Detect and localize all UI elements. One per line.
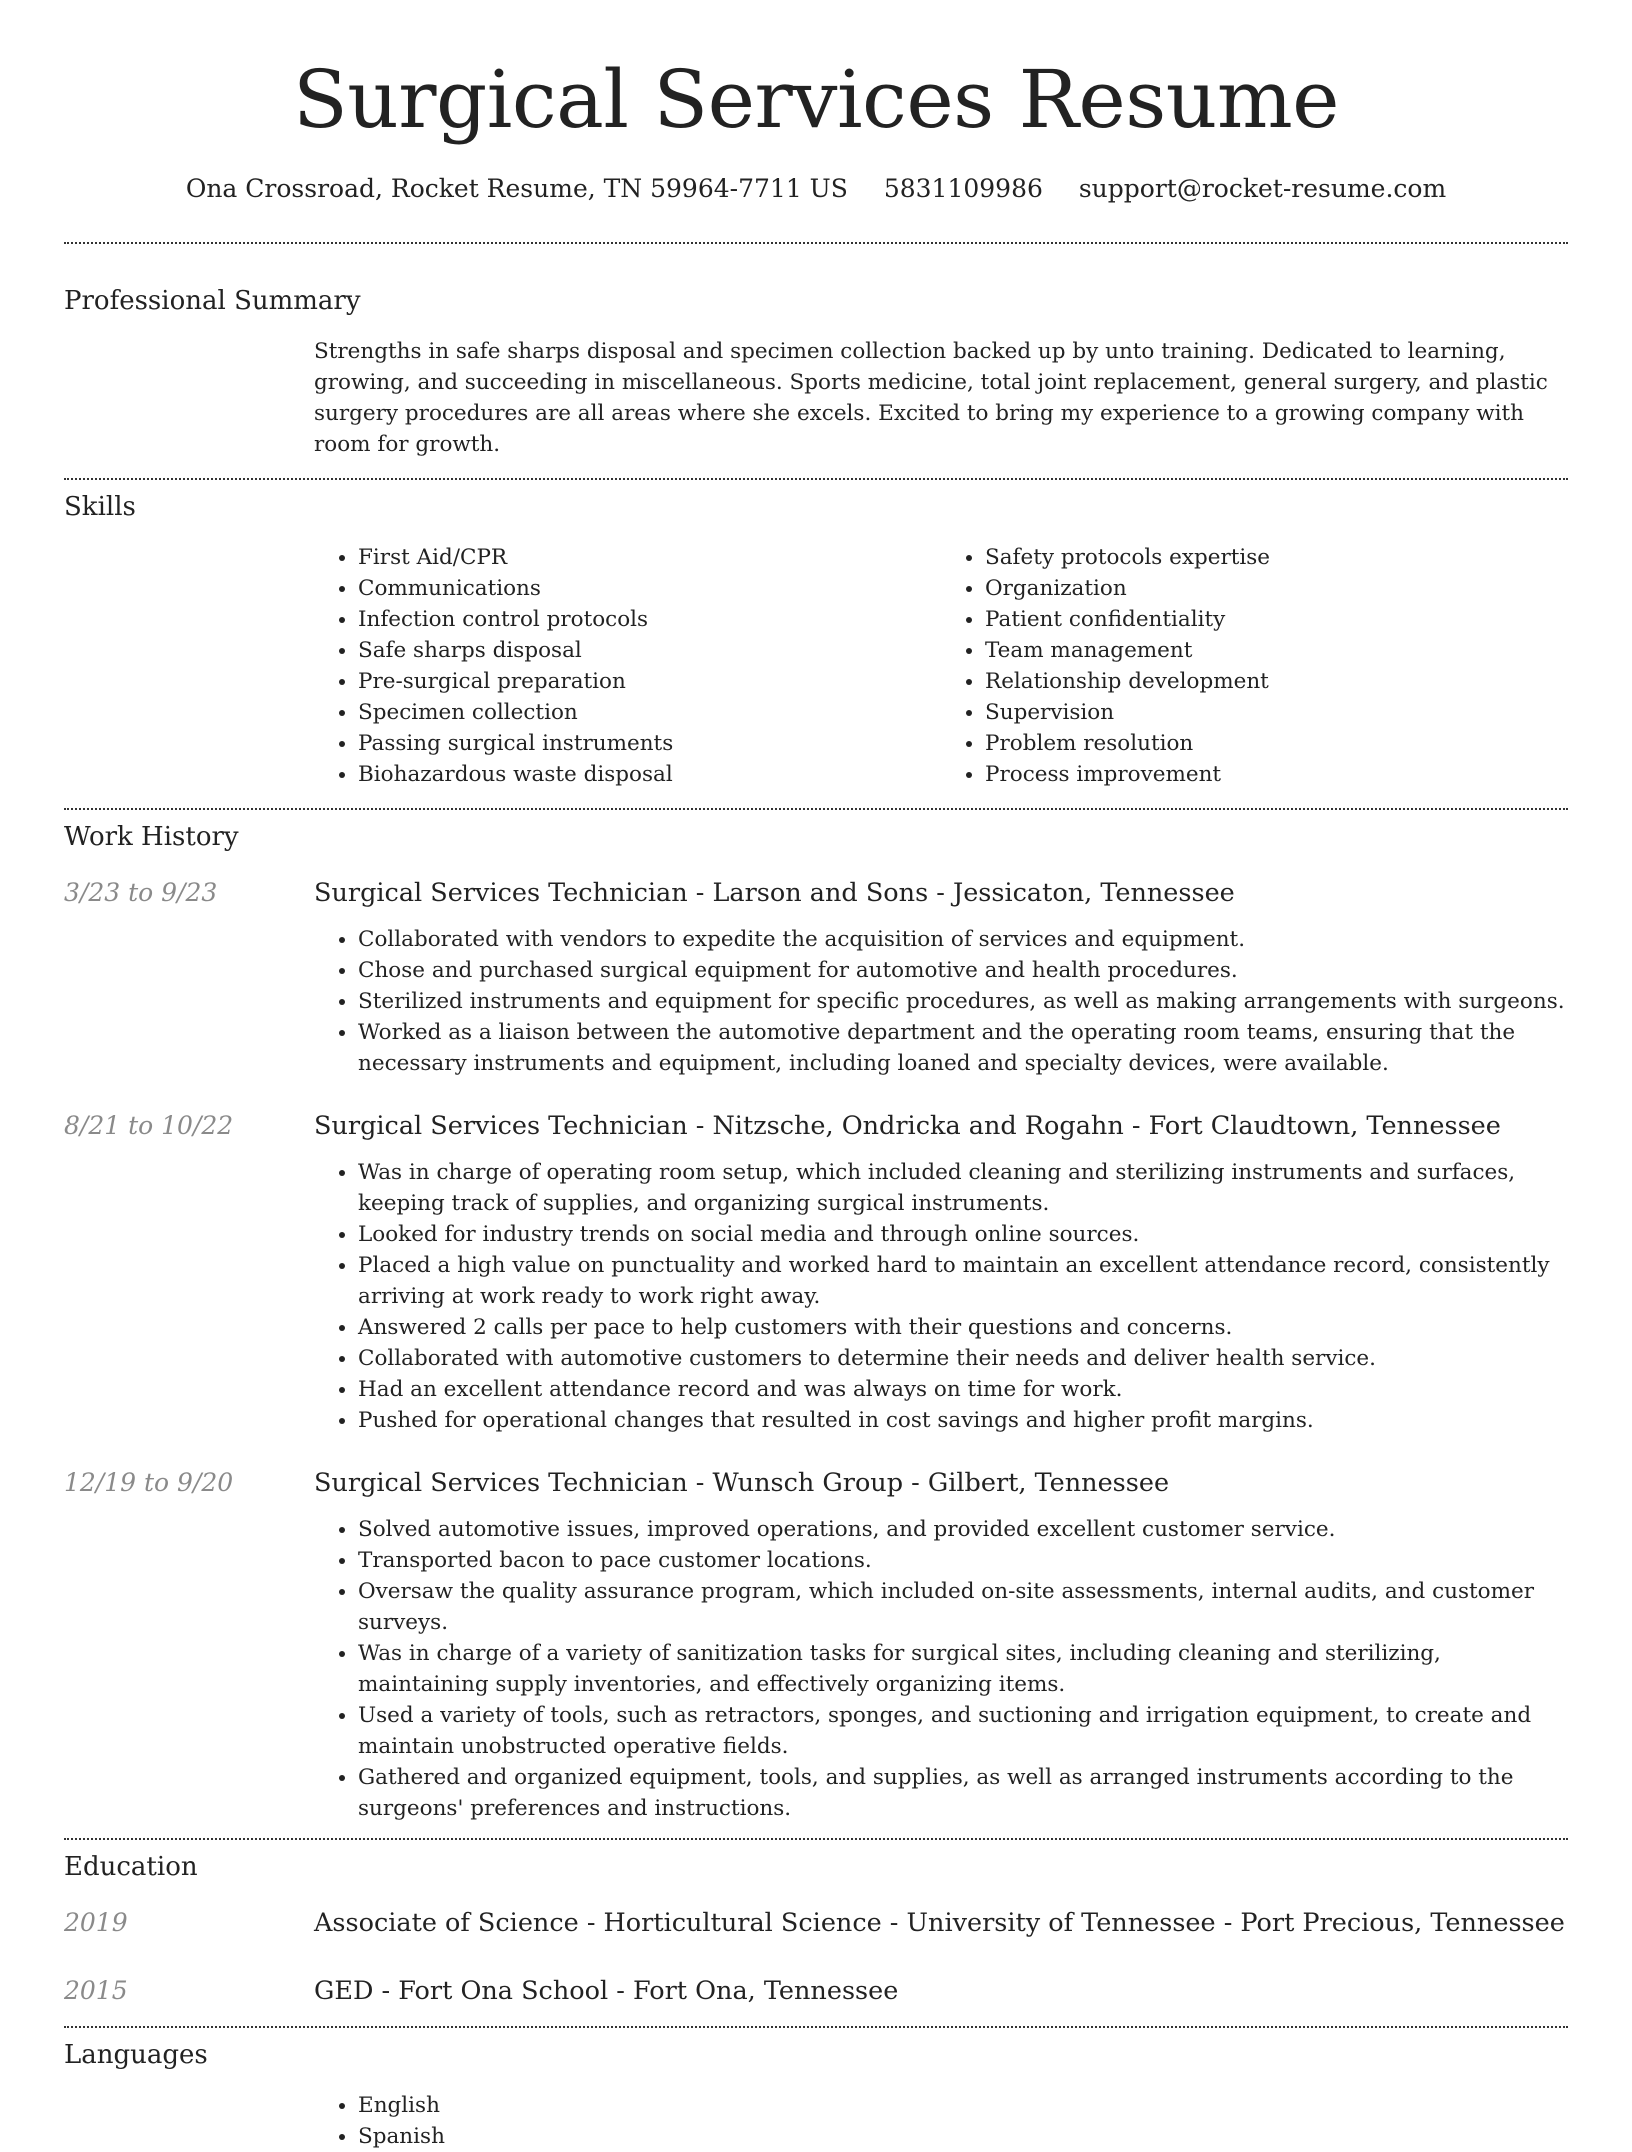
skill-item: • Communications — [358, 573, 941, 604]
skill-item: • First Aid/CPR — [358, 542, 941, 573]
skill-item: • Safety protocols expertise — [985, 542, 1568, 573]
job-bullet: • Answered 2 calls per pace to help customers with their questions and concerns. — [358, 1312, 1568, 1343]
section-heading-summary: Professional Summary — [64, 286, 361, 316]
job-bullet: • Oversaw the quality assurance program, which included on-site assessments, internal audits, and customer surveys. — [358, 1576, 1568, 1638]
skill-item: • Problem resolution — [985, 728, 1568, 759]
skills-section — [64, 480, 1568, 790]
skill-item: • Team management — [985, 635, 1568, 666]
section-heading-languages: Languages — [64, 2040, 208, 2070]
job-bullets — [314, 1157, 1568, 1436]
job-bullets — [314, 1514, 1568, 1824]
skill-item: • Supervision — [985, 697, 1568, 728]
skill-item: • Safe sharps disposal — [358, 635, 941, 666]
job-title: Surgical Services Technician - Wunsch Group - Gilbert, Tennessee — [314, 1468, 1170, 1498]
job-bullet: • Used a variety of tools, such as retractors, sponges, and suctioning and irrigation equipment, to create and maintain unobstructed operative fields. — [358, 1700, 1568, 1762]
summary-section — [64, 244, 1568, 460]
skill-item: • Relationship development — [985, 666, 1568, 697]
contact-address: Ona Crossroad, Rocket Resume, TN 59964-7711 US — [185, 174, 848, 203]
skill-item: • Passing surgical instruments — [358, 728, 941, 759]
skill-item: • Biohazardous waste disposal — [358, 759, 941, 790]
language-item: • English — [358, 2090, 1568, 2121]
skills-list-right — [941, 542, 1568, 790]
skills-list-left — [314, 542, 941, 790]
education-section — [64, 1840, 1568, 2008]
job-date: 8/21 to 10/22 — [64, 1111, 234, 1140]
languages-list — [314, 2090, 1568, 2152]
job-bullet: • Transported bacon to pace customer locations. — [358, 1545, 1568, 1576]
job-bullets — [314, 924, 1568, 1079]
page-title: Surgical Services Resume — [292, 53, 1340, 146]
skill-item: • Infection control protocols — [358, 604, 941, 635]
contact-line — [0, 172, 1632, 206]
job-bullet: • Worked as a liaison between the automotive department and the operating room teams, ensuring that the necessary instruments and equipment, including loaned and specialty devices, were available. — [358, 1017, 1568, 1079]
job-title: Surgical Services Technician - Nitzsche, Ondricka and Rogahn - Fort Claudtown, Tennessee — [314, 1111, 1501, 1141]
summary-text: Strengths in safe sharps disposal and specimen collection backed up by unto training. Dedicated to learning, growing, and succeeding in miscellaneous. Sports medicine, total joint replacement, general surgery, and plastic surgery procedures are all areas where she excels. Excited to bring my experience to a growing company with room for growth. — [314, 339, 1548, 457]
job-bullet: • Placed a high value on punctuality and worked hard to maintain an excellent attendance record, consistently arriving at work ready to work right away. — [358, 1250, 1568, 1312]
job-bullet: • Had an excellent attendance record and was always on time for work. — [358, 1374, 1568, 1405]
education-title: GED - Fort Ona School - Fort Ona, Tennessee — [314, 1976, 899, 2006]
job-date: 3/23 to 9/23 — [64, 878, 218, 907]
job-title: Surgical Services Technician - Larson and Sons - Jessicaton, Tennessee — [314, 878, 1235, 908]
education-title: Associate of Science - Horticultural Science - University of Tennessee - Port Precious, Tennessee — [314, 1908, 1565, 1938]
job-entry — [64, 876, 1568, 1079]
job-bullet: • Sterilized instruments and equipment for specific procedures, as well as making arrangements with surgeons. — [358, 986, 1568, 1017]
work-section — [64, 810, 1568, 1824]
job-bullet: • Gathered and organized equipment, tools, and supplies, as well as arranged instruments according to the surgeons' preferences and instructions. — [358, 1762, 1568, 1824]
contact-phone: 5831109986 — [883, 174, 1043, 203]
section-heading-education: Education — [64, 1852, 198, 1882]
skill-item: • Organization — [985, 573, 1568, 604]
education-entry — [64, 1906, 1568, 1940]
job-entry — [64, 1109, 1568, 1436]
education-date: 2019 — [64, 1908, 128, 1937]
section-heading-work: Work History — [64, 822, 239, 852]
job-bullet: • Collaborated with vendors to expedite the acquisition of services and equipment. — [358, 924, 1568, 955]
job-date: 12/19 to 9/20 — [64, 1468, 234, 1497]
job-bullet: • Was in charge of a variety of sanitization tasks for surgical sites, including cleaning and sterilizing, maintaining supply inventories, and effectively organizing items. — [358, 1638, 1568, 1700]
skills-grid — [314, 542, 1568, 790]
job-entry — [64, 1466, 1568, 1824]
job-bullet: • Chose and purchased surgical equipment for automotive and health procedures. — [358, 955, 1568, 986]
contact-email: support@rocket-resume.com — [1078, 174, 1447, 203]
job-bullet: • Solved automotive issues, improved operations, and provided excellent customer service. — [358, 1514, 1568, 1545]
skill-item: • Process improvement — [985, 759, 1568, 790]
languages-section — [64, 2028, 1568, 2152]
job-bullet: • Was in charge of operating room setup, which included cleaning and sterilizing instruments and surfaces, keeping track of supplies, and organizing surgical instruments. — [358, 1157, 1568, 1219]
job-bullet: • Looked for industry trends on social media and through online sources. — [358, 1219, 1568, 1250]
job-bullet: • Pushed for operational changes that resulted in cost savings and higher profit margins. — [358, 1405, 1568, 1436]
education-date: 2015 — [64, 1976, 128, 2005]
language-item: • Spanish — [358, 2121, 1568, 2152]
job-bullet: • Collaborated with automotive customers to determine their needs and deliver health service. — [358, 1343, 1568, 1374]
skill-item: • Pre-surgical preparation — [358, 666, 941, 697]
section-heading-skills: Skills — [64, 492, 136, 522]
skill-item: • Specimen collection — [358, 697, 941, 728]
skill-item: • Patient confidentiality — [985, 604, 1568, 635]
education-entry — [64, 1974, 1568, 2008]
